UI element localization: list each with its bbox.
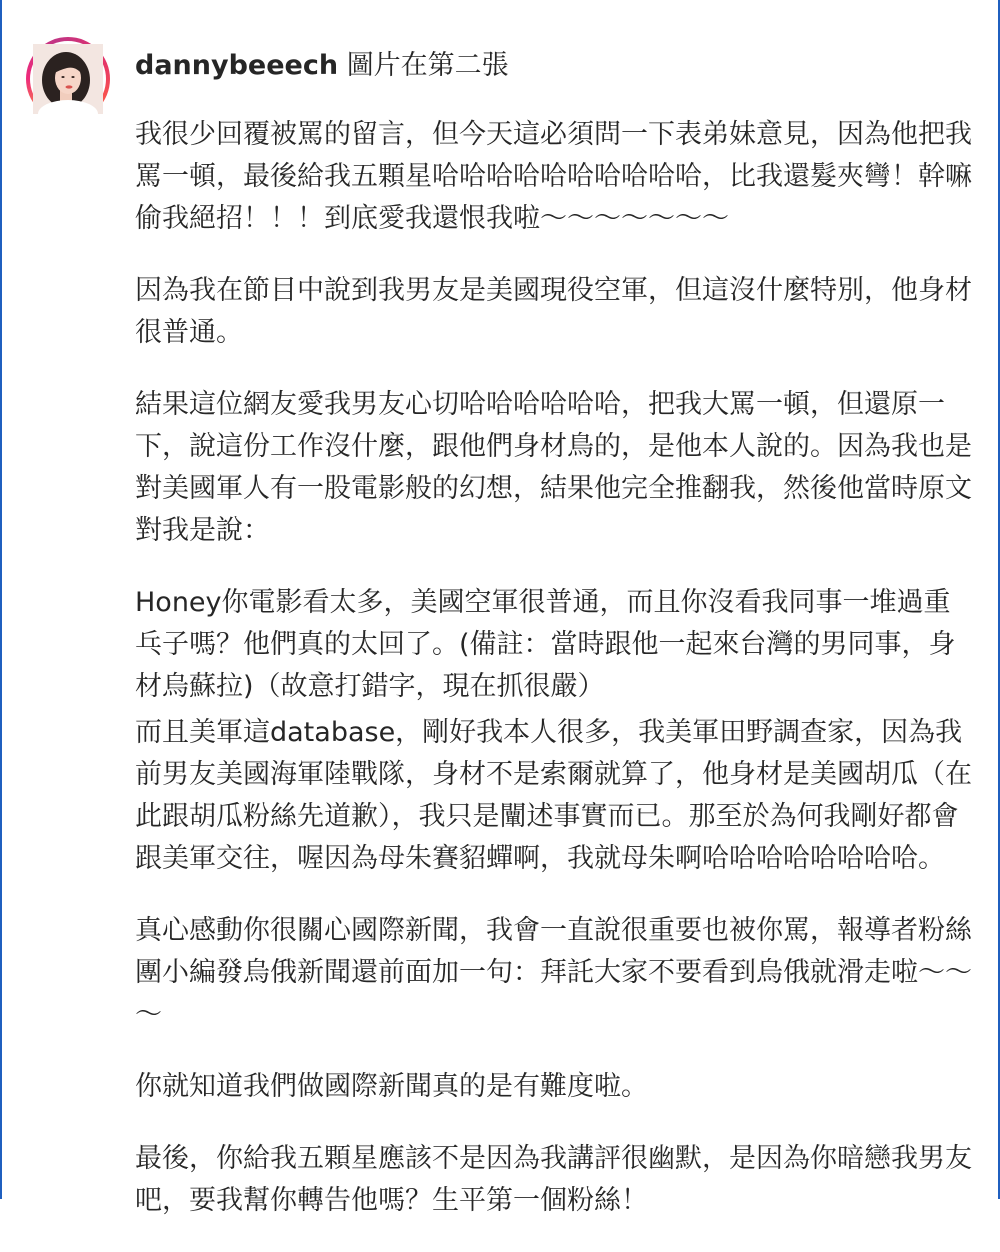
caption-paragraph-7: 你就知道我們做國際新聞真的是有難度啦。 [135,1071,648,1102]
caption-paragraph-5: 而且美軍這database，剛好我本人很多，我美軍田野調查家，因為我前男友美國海軍陸戰隊，身材不是索爾就算了，他身材是美國胡瓜（在此跟胡瓜粉絲先道歉），我只是闡述事實而已。那至於為何我剛好都會跟美軍交往，喔因為母朱賽貂蟬啊，我就母朱啊哈哈哈哈哈哈哈哈。 [135,717,972,874]
window-frame-left [0,0,2,1199]
profile-photo-icon [33,44,103,114]
caption-header [135,46,975,86]
caption-paragraph-6: 真心感動你很關心國際新聞，我會一直說很重要也被你罵，報導者粉絲團小編發烏俄新聞還前面加一句：拜託大家不要看到烏俄就滑走啦～～～ [135,915,972,1030]
username-link[interactable]: dannybeeech [135,50,339,81]
caption-paragraph-1: 我很少回覆被罵的留言，但今天這必須問一下表弟妹意見，因為他把我罵一頓，最後給我五顆星哈哈哈哈哈哈哈哈哈哈，比我還髮夾彎！幹嘛偷我絕招！！！到底愛我還恨我啦～～～～～～～ [135,119,972,234]
caption-paragraph-8: 最後，你給我五顆星應該不是因為我講評很幽默，是因為你暗戀我男友吧，要我幫你轉告他嗎？生平第一個粉絲！ [135,1143,972,1216]
caption-header-text: 圖片在第二張 [346,50,509,81]
post-caption [135,46,975,1252]
caption-paragraph-3: 結果這位網友愛我男友心切哈哈哈哈哈哈，把我大罵一頓，但還原一下，說這份工作沒什麼，跟他們身材鳥的，是他本人說的。因為我也是對美國軍人有一股電影般的幻想，結果他完全推翻我，然後他當時原文對我是說： [135,389,972,546]
caption-paragraph-2: 因為我在節目中說到我男友是美國現役空軍，但這沒什麼特別，他身材 很普通。 [135,275,972,348]
caption-paragraph-4: Honey你電影看太多，美國空軍很普通，而且你沒看我同事一堆過重乓子嗎？他們真的太回了。(備註：當時跟他一起來台灣的男同事，身材烏蘇拉)（故意打錯字，現在抓很嚴） [135,587,956,702]
story-ring[interactable] [26,37,110,121]
